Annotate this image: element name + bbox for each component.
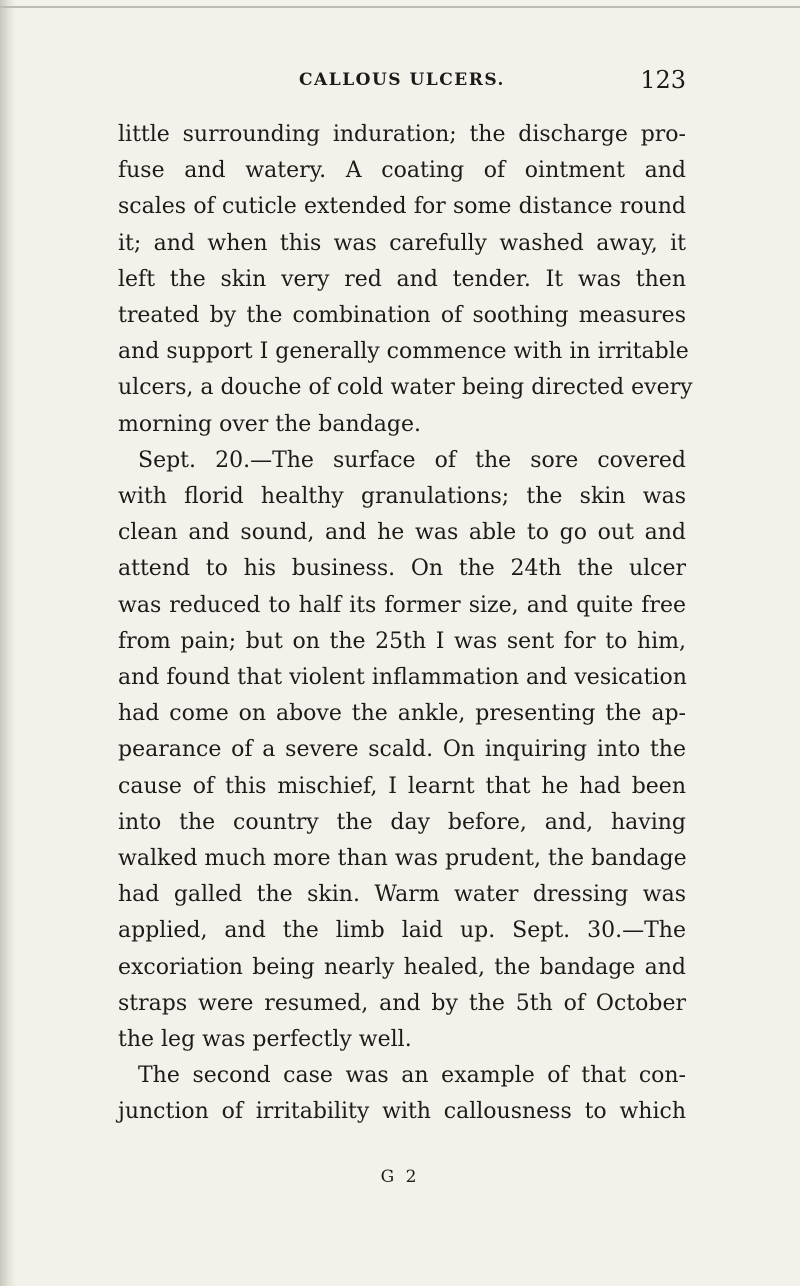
text-line: cause of this mischief, I learnt that he had been <box>118 773 686 799</box>
text-line: from pain; but on the 25th I was sent for to him, <box>118 628 686 654</box>
text-line: the leg was perfectly well. <box>118 1027 412 1053</box>
text-line: fuse and watery. A coating of ointment and <box>118 158 686 184</box>
text-line: excoriation being nearly healed, the bandage and <box>118 954 686 980</box>
text-line: and support I generally commence with in irritable <box>118 339 689 365</box>
text-line: clean and sound, and he was able to go out and <box>118 520 686 546</box>
text-line: applied, and the limb laid up. Sept. 30.—The <box>118 918 686 944</box>
page-number: 123 <box>640 66 686 94</box>
text-line: had come on above the ankle, presenting the ap- <box>118 701 686 727</box>
text-line: straps were resumed, and by the 5th of October <box>118 990 686 1016</box>
page-header <box>118 66 686 102</box>
text-line: little surrounding induration; the discharge pro- <box>118 122 686 147</box>
text-line: into the country the day before, and, having <box>118 809 686 835</box>
text-line: left the skin very red and tender. It was then <box>118 266 686 292</box>
text-line: Sept. 20.—The surface of the sore covered <box>138 447 686 473</box>
page-top-edge <box>0 6 800 8</box>
page-gutter-shadow <box>0 0 16 1286</box>
text-line: had galled the skin. Warm water dressing was <box>118 882 686 908</box>
text-line: with florid healthy granulations; the skin was <box>118 484 686 510</box>
text-line: junction of irritability with callousness to which <box>118 1099 686 1125</box>
signature-mark: G 2 <box>380 1167 420 1187</box>
text-line: ulcers, a douche of cold water being directed every <box>118 375 693 401</box>
text-line: and found that violent inflammation and vesication <box>118 665 687 691</box>
text-line: was reduced to half its former size, and quite free <box>118 592 686 618</box>
text-line: scales of cuticle extended for some distance round <box>118 194 686 220</box>
text-line: walked much more than was prudent, the bandage <box>118 846 687 872</box>
text-line: attend to his business. On the 24th the ulcer <box>118 556 686 582</box>
text-line: it; and when this was carefully washed away, it <box>118 230 686 256</box>
text-line: pearance of a severe scald. On inquiring into the <box>118 737 686 763</box>
text-line: morning over the bandage. <box>118 411 421 437</box>
text-line: The second case was an example of that con- <box>138 1063 686 1089</box>
body-text <box>118 117 693 1131</box>
text-line: treated by the combination of soothing measures <box>118 303 686 329</box>
running-head: CALLOUS ULCERS. <box>299 70 505 90</box>
